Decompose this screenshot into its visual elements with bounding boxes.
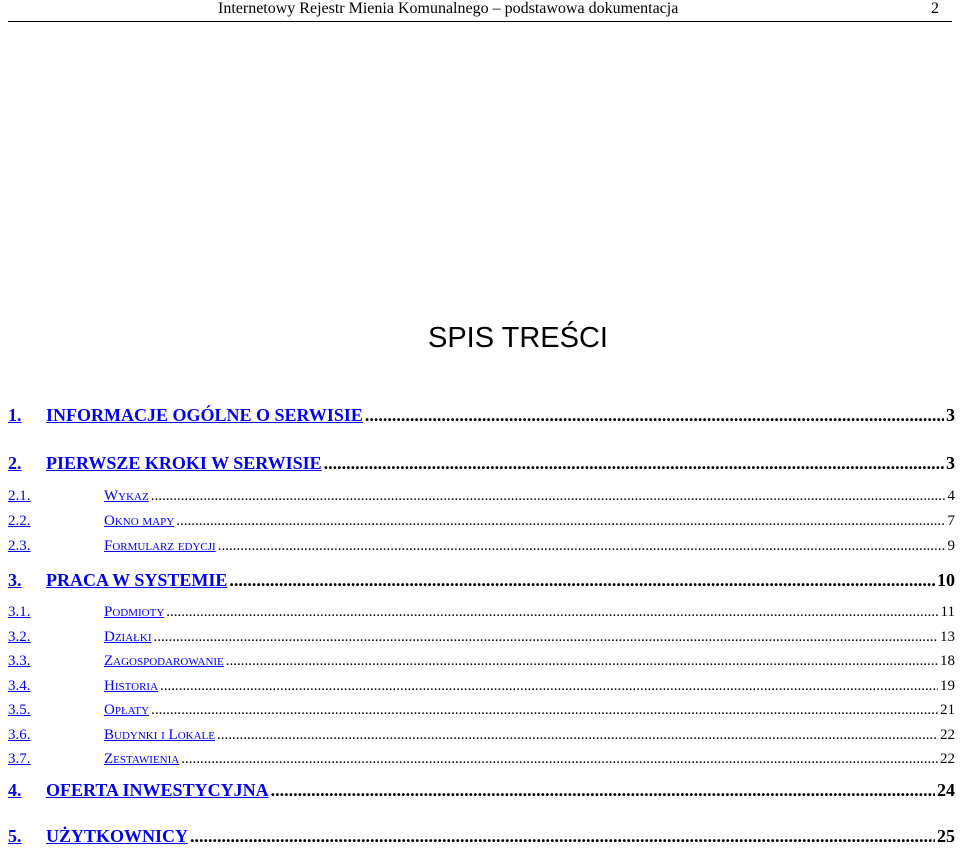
dot-leader: [160, 678, 938, 695]
toc-entry-number[interactable]: 4.: [8, 780, 22, 800]
dot-leader: [218, 538, 946, 555]
toc-entry-number[interactable]: 2.2.: [8, 513, 31, 529]
toc-entry-page: 3: [946, 405, 955, 425]
dot-leader: [190, 826, 935, 847]
toc-entry-number[interactable]: 3.5.: [8, 702, 31, 718]
page-header: [8, 0, 952, 22]
toc-entry-link[interactable]: Opłaty: [104, 702, 150, 718]
toc-entry-number[interactable]: 3.3.: [8, 653, 31, 669]
toc-entry-number[interactable]: 2.: [8, 453, 22, 473]
toc-entry[interactable]: [8, 727, 955, 744]
dot-leader: [217, 727, 938, 744]
dot-leader: [151, 488, 946, 505]
toc-entry-number[interactable]: 1.: [8, 405, 22, 425]
toc-entry-page: 24: [937, 780, 955, 800]
toc-entry-link[interactable]: Wykaz: [104, 488, 149, 504]
toc-entry[interactable]: [8, 780, 955, 801]
toc-entry-number[interactable]: 2.1.: [8, 488, 31, 504]
toc-entry[interactable]: [8, 826, 955, 847]
toc-entry-page: 18: [940, 653, 955, 669]
document-title: Internetowy Rejestr Mienia Komunalnego – podstawowa dokumentacja: [218, 0, 679, 17]
toc-entry-page: 4: [947, 488, 955, 504]
toc-entry-page: 22: [940, 751, 955, 767]
toc-entry-page: 9: [947, 538, 955, 554]
toc-entry-page: 22: [940, 727, 955, 743]
dot-leader: [176, 513, 945, 530]
toc-entry-page: 3: [946, 453, 955, 473]
dot-leader: [365, 405, 944, 426]
toc-entry-link[interactable]: PRACA W SYSTEMIE: [46, 570, 228, 590]
toc-entry-page: 13: [940, 629, 955, 645]
toc-entry-link[interactable]: Historia: [104, 678, 159, 694]
toc-entry-link[interactable]: INFORMACJE OGÓLNE O SERWISIE: [46, 405, 363, 425]
dot-leader: [166, 604, 938, 621]
toc-entry-number[interactable]: 2.3.: [8, 538, 31, 554]
toc-entry-number[interactable]: 5.: [8, 826, 22, 846]
toc-entry-number[interactable]: 3.4.: [8, 678, 31, 694]
toc-entry-page: 7: [947, 513, 955, 529]
dot-leader: [229, 570, 935, 591]
toc-entry[interactable]: [8, 405, 955, 426]
toc-entry[interactable]: [8, 629, 955, 646]
toc-heading: SPIS TREŚCI: [428, 322, 608, 354]
toc-entry-page: 21: [940, 702, 955, 718]
toc-entry-page: 25: [937, 826, 955, 846]
dot-leader: [324, 453, 944, 474]
dot-leader: [154, 629, 939, 646]
toc-entry[interactable]: [8, 653, 955, 670]
page-number: 2: [931, 0, 939, 17]
dot-leader: [181, 751, 938, 768]
toc-entry-number[interactable]: 3.7.: [8, 751, 31, 767]
toc-entry-link[interactable]: OFERTA INWESTYCYJNA: [46, 780, 269, 800]
dot-leader: [151, 702, 938, 719]
toc-entry[interactable]: [8, 702, 955, 719]
toc-entry[interactable]: [8, 678, 955, 695]
toc-entry-page: 19: [940, 678, 955, 694]
toc-entry[interactable]: [8, 513, 955, 530]
toc-entry[interactable]: [8, 570, 955, 591]
dot-leader: [226, 653, 938, 670]
toc-entry-link[interactable]: PIERWSZE KROKI W SERWISIE: [46, 453, 322, 473]
toc-entry-link[interactable]: Okno mapy: [104, 513, 175, 529]
dot-leader: [271, 780, 935, 801]
toc-entry-page: 11: [940, 604, 955, 620]
toc-entry[interactable]: [8, 538, 955, 555]
toc-entry-link[interactable]: UŻYTKOWNICY: [46, 826, 189, 846]
toc-entry-number[interactable]: 3.2.: [8, 629, 31, 645]
toc-entry-link[interactable]: Zestawienia: [104, 751, 180, 767]
toc-entry[interactable]: [8, 604, 955, 621]
toc-entry-link[interactable]: Zagospodarowanie: [104, 653, 224, 669]
toc-entry-link[interactable]: Podmioty: [104, 604, 165, 620]
toc-entry-link[interactable]: Budynki i Lokale: [104, 727, 215, 743]
toc-entry[interactable]: [8, 488, 955, 505]
toc-entry-link[interactable]: Działki: [104, 629, 152, 645]
toc-entry-link[interactable]: Formularz edycji: [104, 538, 216, 554]
toc-entry-number[interactable]: 3.1.: [8, 604, 31, 620]
toc-entry-number[interactable]: 3.: [8, 570, 22, 590]
toc-entry-number[interactable]: 3.6.: [8, 727, 31, 743]
toc-entry[interactable]: [8, 453, 955, 474]
toc-entry[interactable]: [8, 751, 955, 768]
toc-entry-page: 10: [937, 570, 955, 590]
